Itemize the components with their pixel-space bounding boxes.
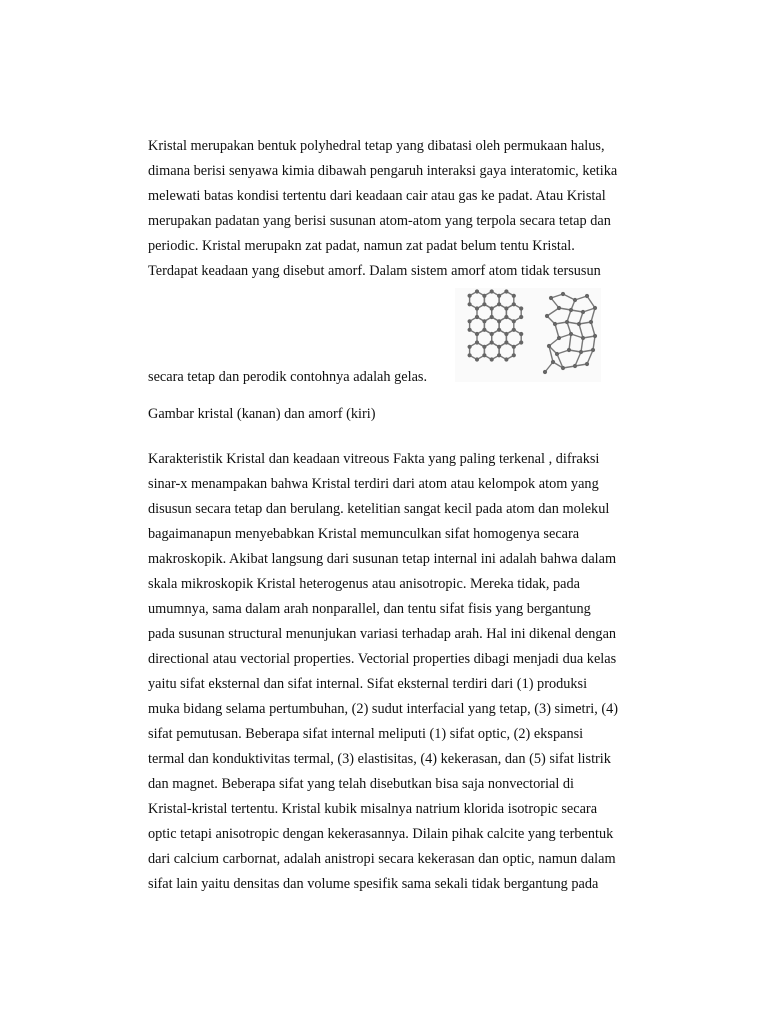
lattice-atom: [504, 357, 508, 361]
lattice-atom: [475, 357, 479, 361]
amorphous-atom: [589, 320, 593, 324]
lattice-atom: [468, 353, 472, 357]
paragraph-2-line-15: Kristal-kristal tertentu. Kristal kubik misalnya natrium klorida isotropic secara: [148, 801, 598, 817]
lattice-atom: [497, 294, 501, 298]
amorphous-atom: [567, 348, 571, 352]
amorphous-atom: [565, 320, 569, 324]
amorphous-atom: [585, 294, 589, 298]
lattice-atom: [475, 332, 479, 336]
lattice-atom: [504, 306, 508, 310]
paragraph-2-line-2: sinar-x menampakan bahwa Kristal terdiri dari atom atau kelompok atom yang: [148, 476, 599, 492]
paragraph-2-line-1: Karakteristik Kristal dan keadaan vitreous Fakta yang paling terkenal , difraksi: [148, 451, 600, 467]
paragraph-2-line-3: disusun secara tetap dan berulang. ketelitian sangat kecil pada atom dan molekul: [148, 501, 610, 517]
amorphous-atom: [581, 336, 585, 340]
lattice-atom: [482, 302, 486, 306]
lattice-atom: [468, 294, 472, 298]
amorphous-atom: [579, 350, 583, 354]
lattice-atom: [490, 332, 494, 336]
paragraph-2-line-10: yaitu sifat eksternal dan sifat internal. Sifat eksternal terdiri dari (1) produksi: [148, 676, 588, 692]
lattice-atom: [490, 340, 494, 344]
lattice-atom: [512, 328, 516, 332]
amorphous-atom: [593, 334, 597, 338]
paragraph-2-line-8: pada susunan structural menunjukan variasi terhadap arah. Hal ini dikenal dengan: [148, 626, 617, 642]
paragraph-2-line-9: directional atau vectorial properties. Vectorial properties dibagi menjadi dua kelas: [148, 651, 617, 667]
amorphous-atom: [593, 306, 597, 310]
amorphous-atom: [561, 292, 565, 296]
paragraph-2-line-16: optic tetapi anisotropic dengan kekerasannya. Dilain pihak calcite yang terbentuk: [148, 826, 614, 842]
lattice-atom: [519, 315, 523, 319]
lattice-atom: [512, 302, 516, 306]
amorphous-atom: [591, 348, 595, 352]
paragraph-2-line-17: dari calcium carbornat, adalah anistropi secara kekerasan dan optic, namun dalam: [148, 851, 616, 867]
crystal-amorphous-figure: [455, 288, 601, 382]
amorphous-atom: [549, 296, 553, 300]
paragraph-2-line-11: muka bidang selama pertumbuhan, (2) sudut interfacial yang tetap, (3) simetri, (4): [148, 701, 619, 717]
amorphous-atom: [585, 362, 589, 366]
lattice-atom: [475, 340, 479, 344]
paragraph-2-line-7: umumnya, sama dalam arah nonparallel, dan tentu sifat fisis yang bergantung: [148, 601, 591, 617]
lattice-atom: [468, 328, 472, 332]
amorphous-atom: [577, 322, 581, 326]
lattice-atom: [475, 306, 479, 310]
lattice-atom: [497, 302, 501, 306]
lattice-atom: [482, 353, 486, 357]
lattice-atom: [497, 345, 501, 349]
amorphous-atom: [581, 310, 585, 314]
amorphous-atom: [545, 314, 549, 318]
amorphous-atom: [555, 352, 559, 356]
lattice-atom: [512, 294, 516, 298]
amorphous-atom: [553, 322, 557, 326]
lattice-atom: [482, 319, 486, 323]
lattice-atom: [497, 328, 501, 332]
lattice-atom: [519, 306, 523, 310]
amorphous-atom: [551, 360, 555, 364]
paragraph-2-line-12: sifat pemutusan. Beberapa sifat internal meliputi (1) sifat optic, (2) ekspansi: [148, 726, 584, 742]
lattice-atom: [490, 289, 494, 293]
lattice-atom: [468, 345, 472, 349]
paragraph-1-line-5: periodic. Kristal merupakn zat padat, namun zat padat belum tentu Kristal.: [148, 238, 575, 254]
paragraph-2-line-13: termal dan konduktivitas termal, (3) elastisitas, (4) kekerasan, dan (5) sifat listrik: [148, 751, 611, 767]
paragraph-2-line-14: dan magnet. Beberapa sifat yang telah disebutkan bisa saja nonvectorial di: [148, 776, 574, 792]
lattice-atom: [497, 353, 501, 357]
amorphous-atom: [573, 364, 577, 368]
amorphous-atom: [557, 336, 561, 340]
amorphous-atom: [543, 370, 547, 374]
paragraph-1-line-3: melewati batas kondisi tertentu dari keadaan cair atau gas ke padat. Atau Kristal: [148, 188, 606, 204]
lattice-atom: [490, 315, 494, 319]
lattice-atom: [468, 319, 472, 323]
paragraph-2-line-18: sifat lain yaitu densitas dan volume spesifik sama sekali tidak bergantung pada: [148, 876, 599, 892]
lattice-atom: [504, 289, 508, 293]
amorphous-atom: [547, 344, 551, 348]
lattice-atom: [482, 294, 486, 298]
lattice-atom: [490, 357, 494, 361]
lattice-atom: [504, 315, 508, 319]
paragraph-2-line-5: makroskopik. Akibat langsung dari susunan tetap internal ini adalah bahwa dalam: [148, 551, 617, 567]
lattice-atom: [512, 345, 516, 349]
lattice-atom: [468, 302, 472, 306]
figure-caption: Gambar kristal (kanan) dan amorf (kiri): [148, 406, 376, 422]
lattice-atom: [482, 328, 486, 332]
amorphous-atom: [561, 366, 565, 370]
lattice-atom: [475, 289, 479, 293]
lattice-atom: [504, 332, 508, 336]
lattice-atom: [512, 353, 516, 357]
lattice-atom: [512, 319, 516, 323]
paragraph-1-line-2: dimana berisi senyawa kimia dibawah pengaruh interaksi gaya interatomic, ketika: [148, 163, 618, 179]
amorphous-atom: [569, 308, 573, 312]
lattice-atom: [475, 315, 479, 319]
paragraph-2-line-4: bagaimanapun menyebabkan Kristal memunculkan sifat homogenya secara: [148, 526, 580, 542]
paragraph-1-line-6: Terdapat keadaan yang disebut amorf. Dalam sistem amorf atom tidak tersusun: [148, 263, 601, 279]
lattice-atom: [504, 340, 508, 344]
amorphous-atom: [569, 332, 573, 336]
lattice-atom: [490, 306, 494, 310]
lattice-atom: [519, 340, 523, 344]
paragraph-1-line-1: Kristal merupakan bentuk polyhedral tetap yang dibatasi oleh permukaan halus,: [148, 138, 605, 154]
lattice-atom: [482, 345, 486, 349]
paragraph-1-line-4: merupakan padatan yang berisi susunan atom-atom yang terpola secara tetap dan: [148, 213, 611, 229]
amorphous-atom: [573, 298, 577, 302]
lattice-atom: [519, 332, 523, 336]
paragraph-1-line-7: secara tetap dan perodik contohnya adalah gelas.: [148, 369, 428, 385]
paragraph-2-line-6: skala mikroskopik Kristal heterogenus atau anisotropic. Mereka tidak, pada: [148, 576, 580, 592]
amorphous-atom: [557, 306, 561, 310]
lattice-atom: [497, 319, 501, 323]
